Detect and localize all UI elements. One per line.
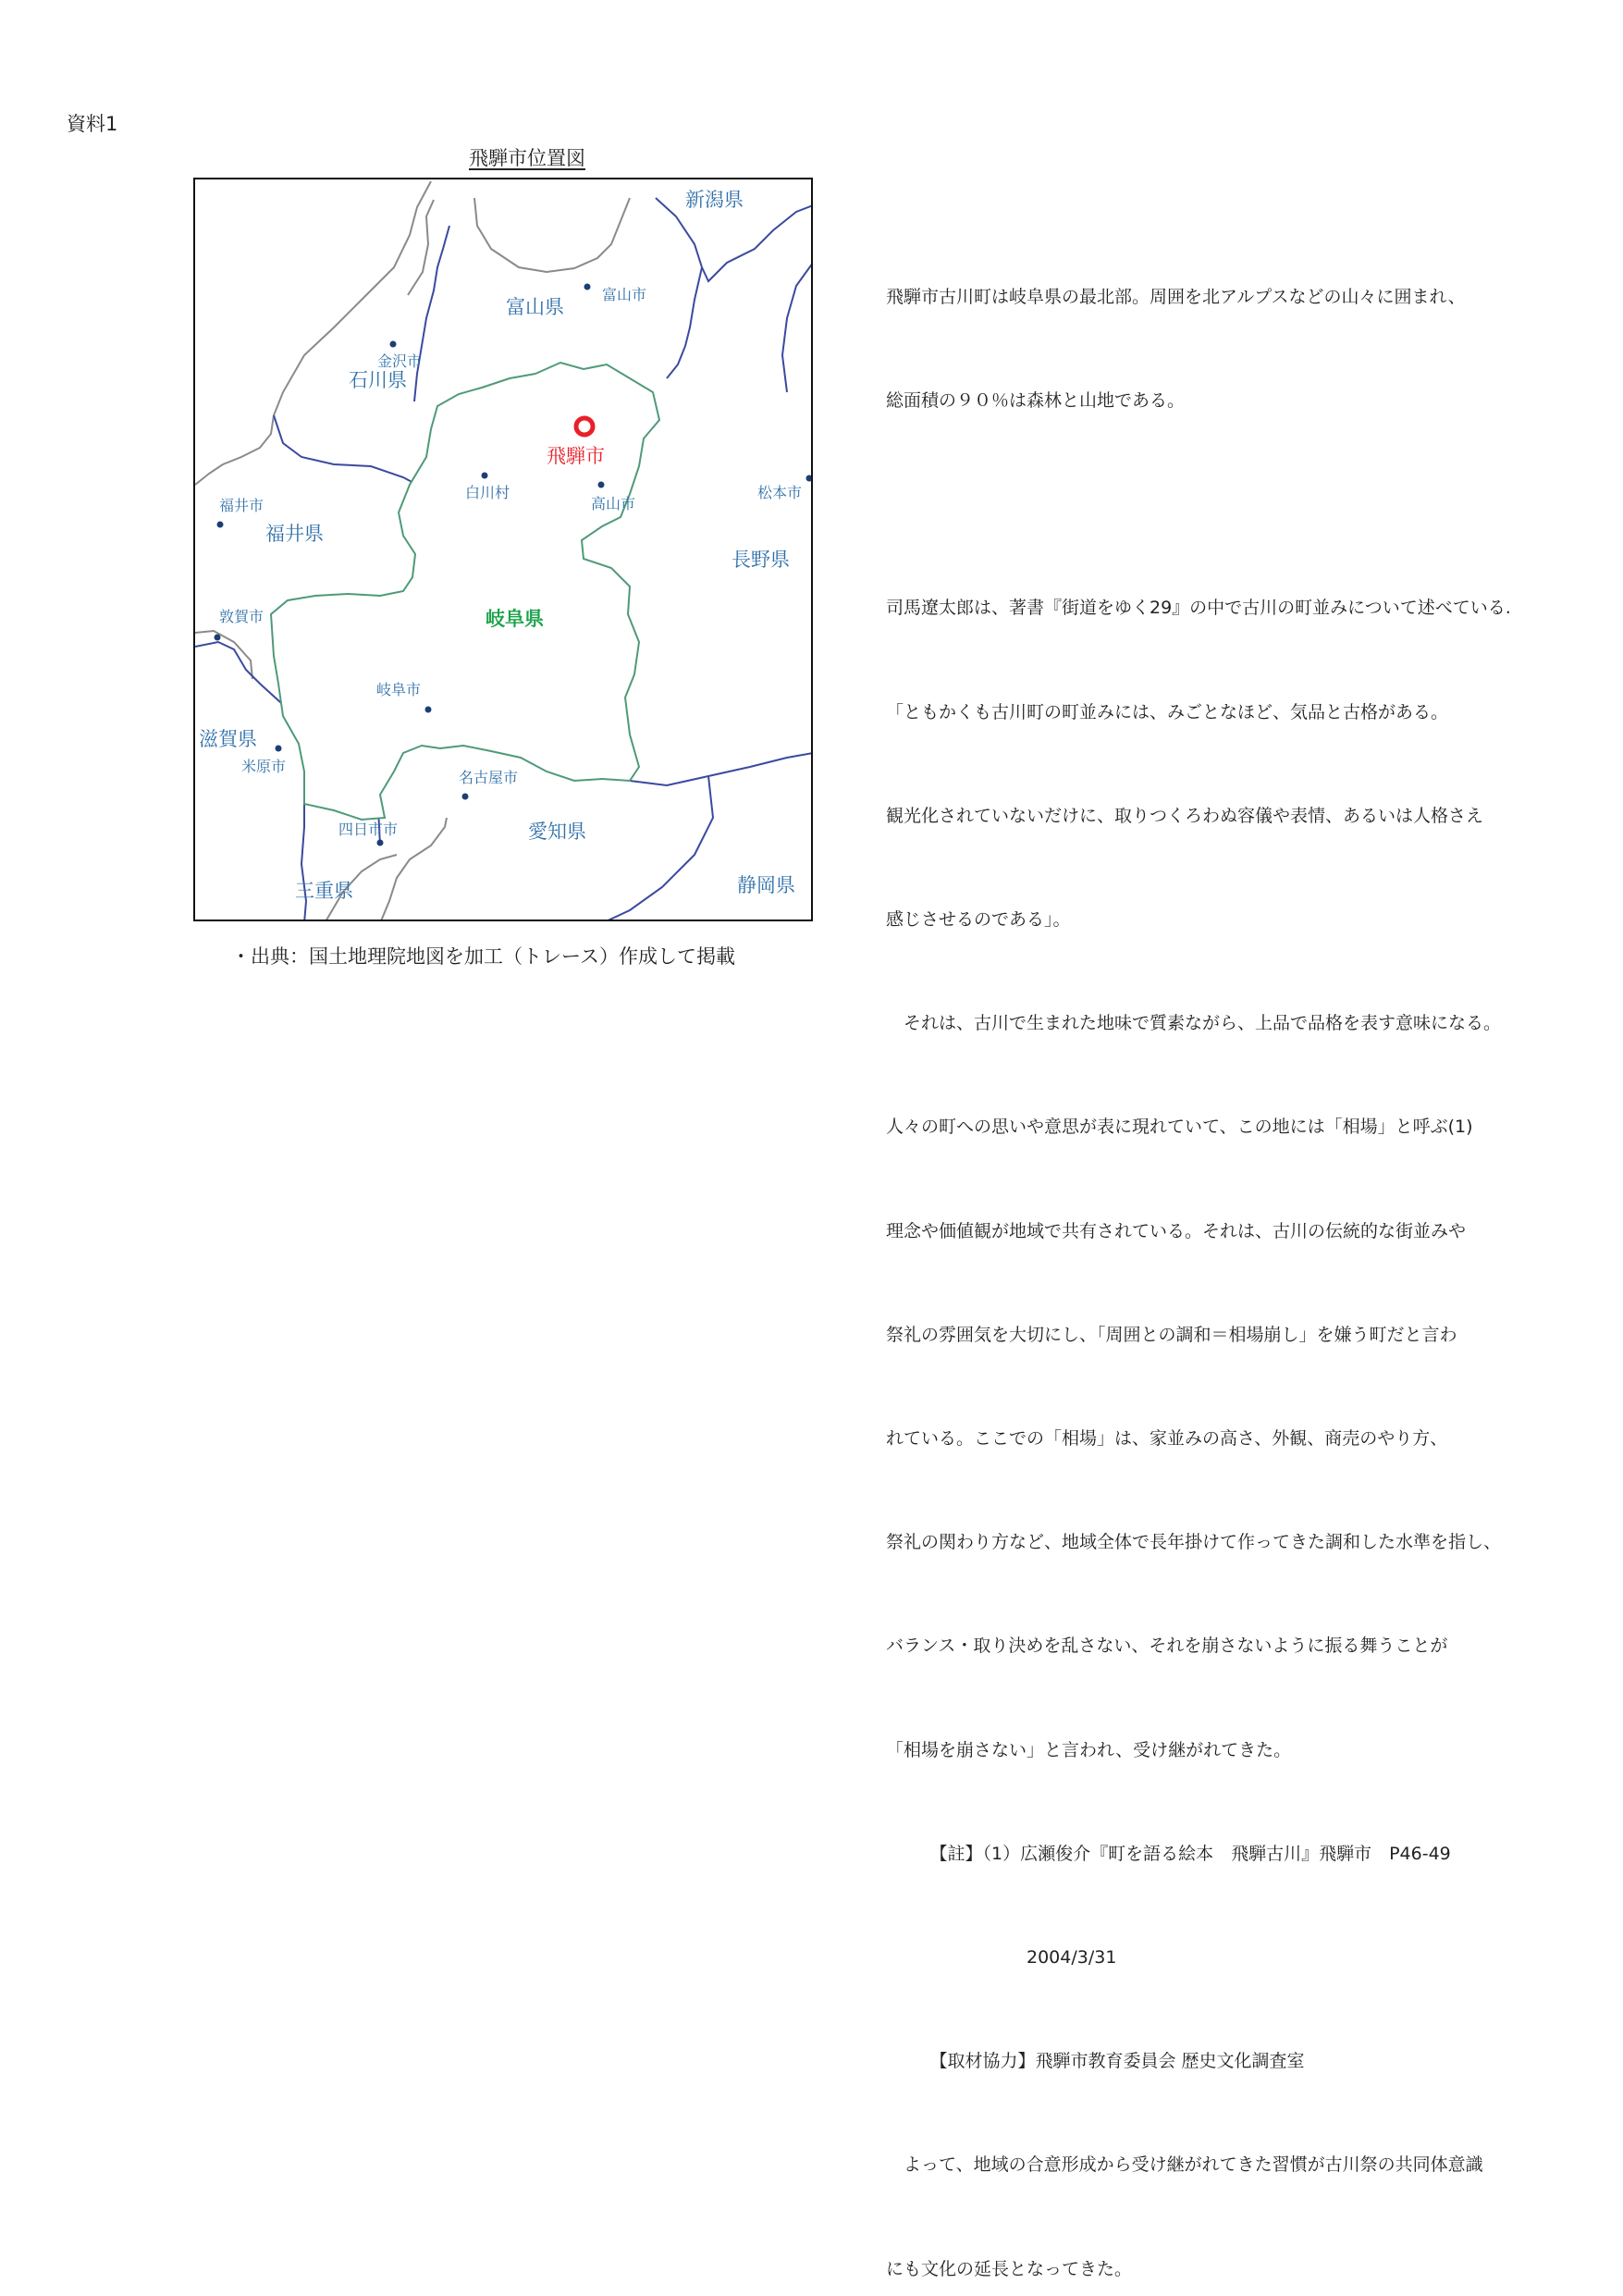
- coastline-toyama-bay: [474, 198, 630, 272]
- location-map: [193, 178, 813, 921]
- text-line: 人々の町への思いや意思が表に現れていて、この地には「相場」と呼ぶ(1): [886, 1117, 1473, 1138]
- pref-label-aichi: 愛知県: [528, 821, 586, 843]
- city-label-matsumoto: 松本市: [757, 484, 803, 501]
- city-dot-nagoya: [462, 794, 469, 800]
- city-label-yokkaichi: 四日市市: [338, 821, 399, 838]
- city-dot-kanazawa: [390, 341, 397, 348]
- pref-label-shizuoka: 静岡県: [737, 874, 795, 896]
- coastline-wakasa: [195, 631, 252, 679]
- coastline-upper: [195, 181, 431, 485]
- city-dot-tsuruga: [215, 635, 221, 641]
- city-dot-maibara: [276, 746, 282, 752]
- document-label: 資料1: [67, 113, 118, 135]
- text-line: 観光化されていないだけに、取りつくろわぬ容儀や表情、あるいは人格さえ: [886, 805, 1484, 826]
- pref-label-fukui: 福井県: [265, 523, 324, 545]
- hida-city-marker: [576, 418, 593, 435]
- pref-label-ishikawa: 石川県: [349, 369, 407, 391]
- pref-label-toyama: 富山県: [506, 296, 564, 318]
- gifu-prefecture-border: [271, 363, 659, 820]
- city-label-kanazawa: 金沢市: [377, 352, 423, 370]
- coastline-noto: [408, 200, 434, 295]
- city-label-maibara: 米原市: [241, 758, 287, 775]
- city-dot-takayama: [598, 482, 605, 488]
- text-line: 司馬遼太郎は、著書『街道をゆく29』の中で古川の町並みについて述べている.: [886, 598, 1511, 619]
- border-aichi-nagano-shizuoka: [630, 753, 813, 785]
- city-label-toyama: 富山市: [602, 286, 647, 303]
- text-line: にも文化の延長となってきた。: [886, 2258, 1133, 2279]
- text-line: バランス・取り決めを乱さない、それを崩さないように振る舞うことが: [886, 1636, 1448, 1657]
- pref-label-mie: 三重県: [295, 880, 353, 902]
- border-ishikawa-toyama: [414, 226, 449, 401]
- map-canvas: [195, 179, 813, 921]
- city-label-takayama: 高山市: [591, 495, 636, 512]
- city-dot-matsumoto: [806, 475, 813, 482]
- city-label-gifu: 岐阜市: [376, 681, 422, 698]
- city-dot-gifu: [425, 707, 432, 713]
- city-dot-toyama: [584, 284, 591, 290]
- text-line: 飛騨市古川町は岐阜県の最北部。周囲を北アルプスなどの山々に囲まれ、: [886, 286, 1466, 307]
- city-label-nagoya: 名古屋市: [459, 769, 519, 786]
- city-label-shirakawa: 白川村: [465, 484, 510, 501]
- body-text: [886, 211, 1617, 2296]
- city-dot-yokkaichi: [377, 840, 384, 846]
- pref-label-shiga: 滋賀県: [199, 728, 257, 750]
- text-line: 感じさせるのである」。: [886, 909, 1071, 931]
- border-nagano-east: [782, 263, 813, 392]
- text-line: れている。ここでの「相場」は、家並みの高さ、外観、商売のやり方、: [886, 1428, 1448, 1450]
- city-label-fukui: 福井市: [219, 497, 264, 514]
- text-line: [886, 488, 1617, 522]
- city-label-tsuruga: 敦賀市: [219, 608, 264, 625]
- text-line: 「ともかくも古川町の町並みには、みごとなほど、気品と古格がある。: [886, 701, 1449, 722]
- border-ishikawa-fukui: [274, 415, 417, 485]
- text-line: 祭礼の関わり方など、地域全体で長年掛けて作ってきた調和した水準を指し、: [886, 1532, 1502, 1553]
- text-line: 理念や価値観が地域で共有されている。それは、古川の伝統的な街並みや: [886, 1220, 1467, 1241]
- map-source-note: ・出典：国土地理院地図を加工（トレース）作成して掲載: [231, 945, 735, 968]
- pref-label-niigata: 新潟県: [685, 189, 744, 211]
- pref-label-nagano: 長野県: [732, 549, 790, 571]
- text-line: それは、古川で生まれた地味で質素ながら、上品で品格を表す意味になる。: [886, 1013, 1502, 1034]
- map-title: 飛騨市位置図: [469, 147, 585, 169]
- text-line: よって、地域の合意形成から受け継がれてきた習慣が古川祭の共同体意識: [886, 2154, 1483, 2176]
- credit-line: 【取材協力】飛騨市教育委員会 歴史文化調査室: [886, 2051, 1305, 2072]
- text-line: 総面積の９０％は森林と山地である。: [886, 390, 1186, 412]
- pref-label-gifu: 岐阜県: [486, 608, 544, 630]
- hida-city-label: 飛騨市: [547, 445, 605, 467]
- city-dot-shirakawa: [482, 473, 488, 479]
- text-line: 「相場を崩さない」と言われ、受け継がれてきた。: [886, 1739, 1292, 1760]
- footnote-date: 2004/3/31: [886, 1947, 1117, 1969]
- city-dot-fukui: [217, 522, 224, 528]
- border-aichi-shizuoka: [602, 776, 713, 921]
- border-toyama-nagano: [667, 267, 702, 378]
- text-line: 祭礼の雰囲気を大切にし、「周囲との調和＝相場崩し」を嫌う町だと言わ: [886, 1324, 1457, 1345]
- footnote-line: 【註】（1）広瀬俊介『町を語る絵本 飛騨古川』飛騨市 P46-49: [886, 1843, 1451, 1864]
